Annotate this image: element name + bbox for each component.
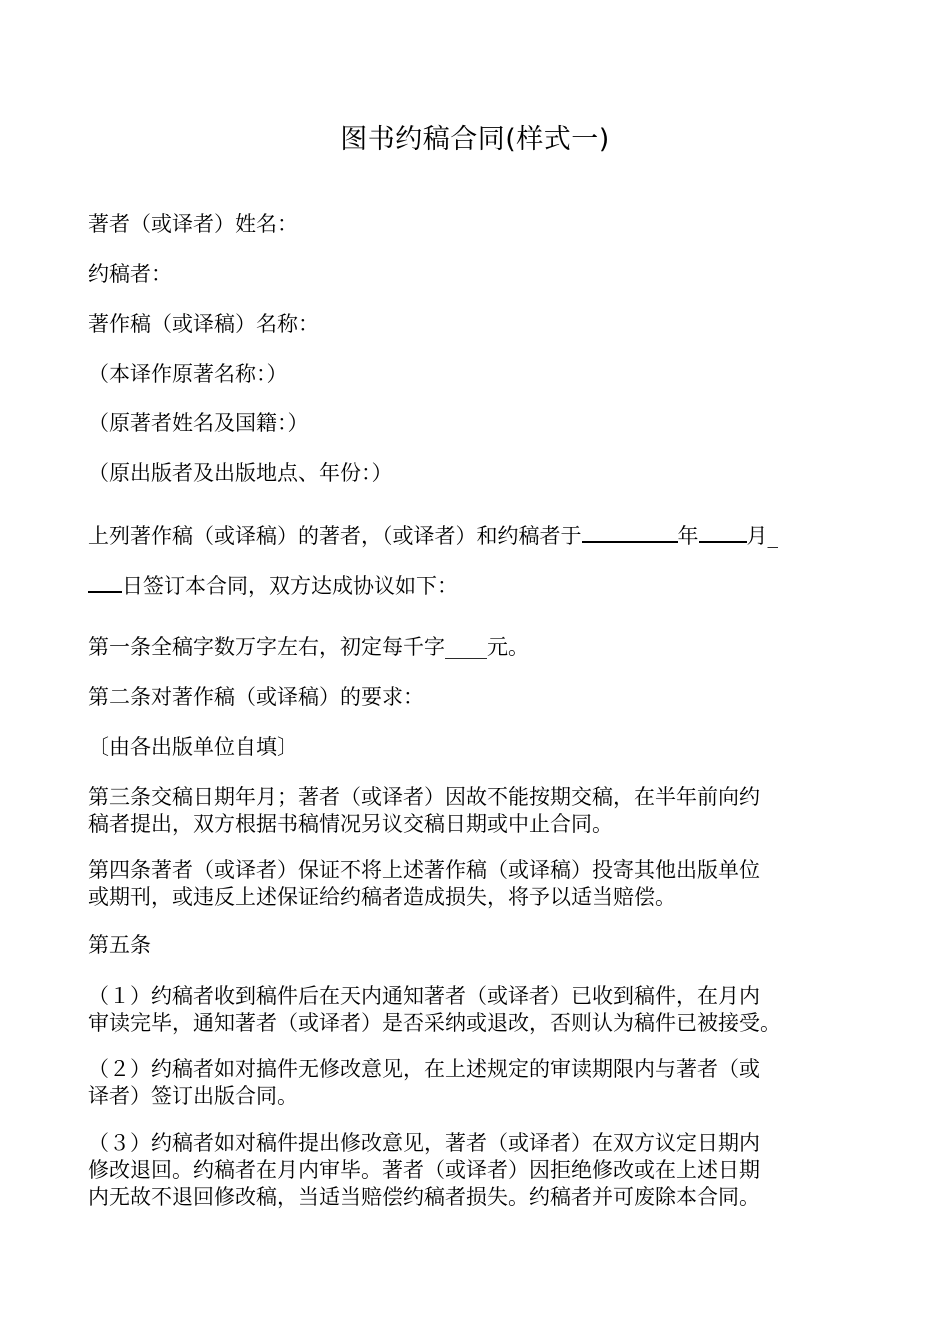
article-5-heading: 第五条 <box>88 933 151 957</box>
field-commissioner: 约稿者： <box>88 262 172 286</box>
preamble-line-1 <box>88 521 868 550</box>
day-blank[interactable] <box>88 571 122 593</box>
field-work-title: 著作稿（或译稿）名称： <box>88 312 319 336</box>
article-1-unit: 元。 <box>487 635 529 659</box>
article-2: 第二条对著作稿（或译稿）的要求： <box>88 685 424 709</box>
article-4-line-2: 或期刊，或违反上述保证给约稿者造成损失，将予以适当赔偿。 <box>88 885 676 909</box>
article-3-line-2: 稿者提出，双方根据书稿情况另议交稿日期或中止合同。 <box>88 812 613 836</box>
month-blank[interactable] <box>699 521 747 543</box>
article-3-line-1: 第三条交稿日期年月；著者（或译者）因故不能按期交稿，在半年前向约 <box>88 785 760 809</box>
article-2-note: 〔由各出版单位自填〕 <box>88 735 298 759</box>
article-5-item-3-line-2: 修改退回。约稿者在月内审毕。著者（或译者）因拒绝修改或在上述日期 <box>88 1158 760 1182</box>
field-original-publisher: （原出版者及出版地点、年份：） <box>88 461 393 485</box>
price-blank[interactable]: ____ <box>445 635 487 659</box>
article-5-item-2-line-2: 译者）签订出版合同。 <box>88 1084 298 1108</box>
field-original-author: （原著者姓名及国籍：） <box>88 411 309 435</box>
year-label: 年 <box>677 524 699 548</box>
preamble-text-2: 日签订本合同，双方达成协议如下： <box>122 574 458 598</box>
article-5-item-3-line-1: （３）约稿者如对稿件提出修改意见，著者（或译者）在双方议定日期内 <box>88 1131 760 1155</box>
year-blank[interactable] <box>582 521 678 543</box>
article-1-text: 第一条全稿字数万字左右，初定每千字 <box>88 635 445 659</box>
trail-underscore: _ <box>767 524 778 548</box>
article-5-item-1-line-1: （１）约稿者收到稿件后在天内通知著者（或译者）已收到稿件，在月内 <box>88 984 760 1008</box>
article-1 <box>88 634 868 661</box>
preamble-text: 上列著作稿（或译稿）的著者，（或译者）和约稿者于 <box>88 524 582 548</box>
document-title: 图书约稿合同(样式一) <box>340 124 610 155</box>
field-original-title: （本译作原著名称：） <box>88 362 288 386</box>
article-5-item-1-line-2: 审读完毕，通知著者（或译者）是否采纳或退改，否则认为稿件已被接受。 <box>88 1011 781 1035</box>
month-label: 月 <box>746 524 768 548</box>
article-5-item-2-line-1: （２）约稿者如对搞件无修改意见，在上述规定的审读期限内与著者（或 <box>88 1057 760 1081</box>
preamble-line-2 <box>88 571 868 600</box>
article-4-line-1: 第四条著者（或译者）保证不将上述著作稿（或译稿）投寄其他出版单位 <box>88 858 760 882</box>
article-5-item-3-line-3: 内无故不退回修改稿，当适当赔偿约稿者损失。约稿者并可废除本合同。 <box>88 1185 760 1209</box>
field-author-name: 著者（或译者）姓名： <box>88 212 298 236</box>
